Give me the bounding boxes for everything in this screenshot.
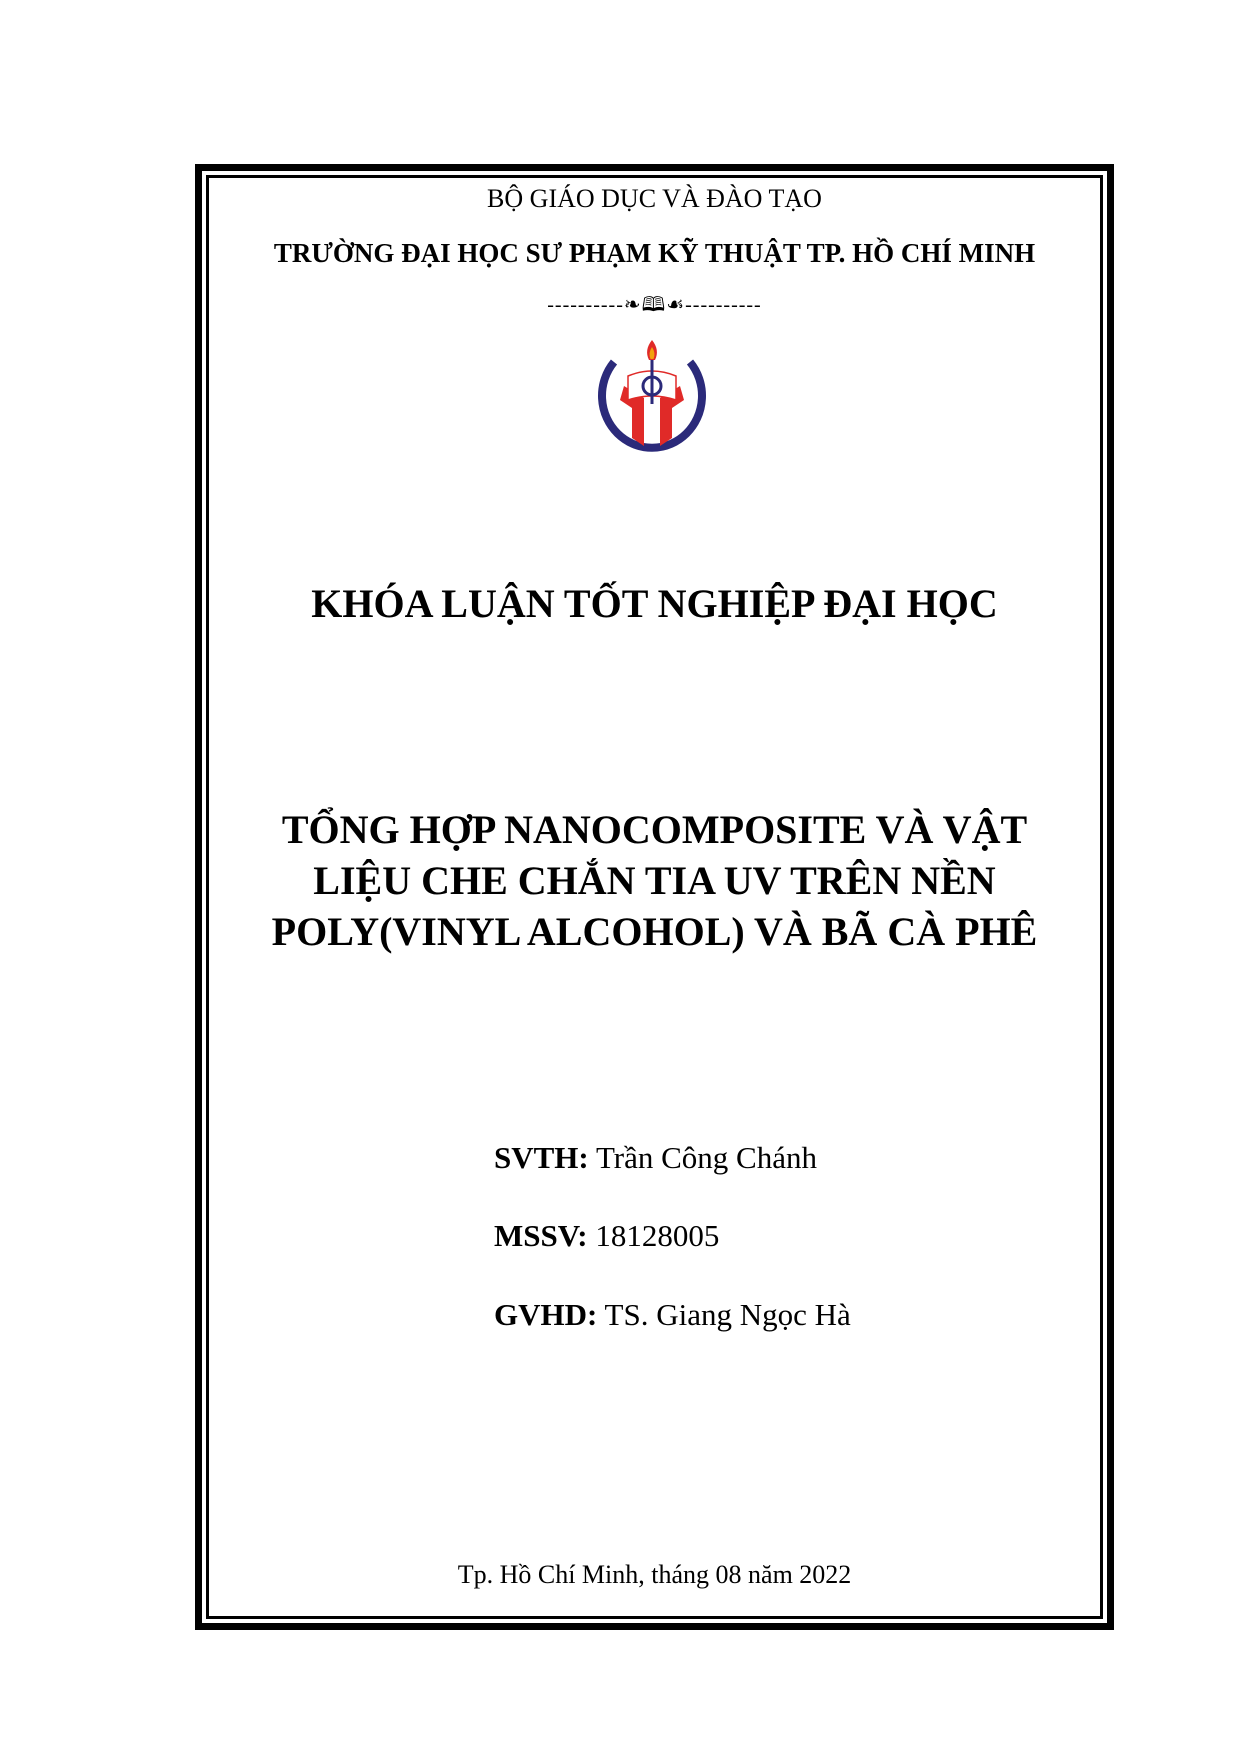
ministry-name: BỘ GIÁO DỤC VÀ ĐÀO TẠO	[487, 184, 822, 213]
info-value: 18128005	[595, 1218, 720, 1253]
university-logo	[594, 338, 710, 462]
info-value: TS. Giang Ngọc Hà	[604, 1297, 851, 1332]
info-label: GVHD:	[494, 1297, 598, 1332]
student-info	[494, 1140, 817, 1176]
title-line: POLY(VINYL ALCOHOL) VÀ BÃ CÀ PHÊ	[271, 909, 1038, 954]
info-label: MSSV:	[494, 1218, 588, 1253]
ornament-divider: ----------❧🕮☙----------	[547, 294, 762, 316]
title-line: TỔNG HỢP NANOCOMPOSITE VÀ VẬT	[281, 807, 1028, 852]
title-line: LIỆU CHE CHẮN TIA UV TRÊN NỀN	[313, 858, 996, 903]
thesis-title	[195, 804, 1114, 957]
supervisor-info	[494, 1297, 851, 1333]
place-date: Tp. Hồ Chí Minh, tháng 08 năm 2022	[457, 1560, 852, 1589]
info-value: Trần Công Chánh	[595, 1140, 817, 1175]
document-type: KHÓA LUẬN TỐT NGHIỆP ĐẠI HỌC	[311, 581, 998, 626]
info-label: SVTH:	[494, 1140, 589, 1175]
university-name: TRƯỜNG ĐẠI HỌC SƯ PHẠM KỸ THUẬT TP. HỒ CHÍ MINH	[273, 238, 1036, 268]
student-id-info	[494, 1218, 719, 1254]
